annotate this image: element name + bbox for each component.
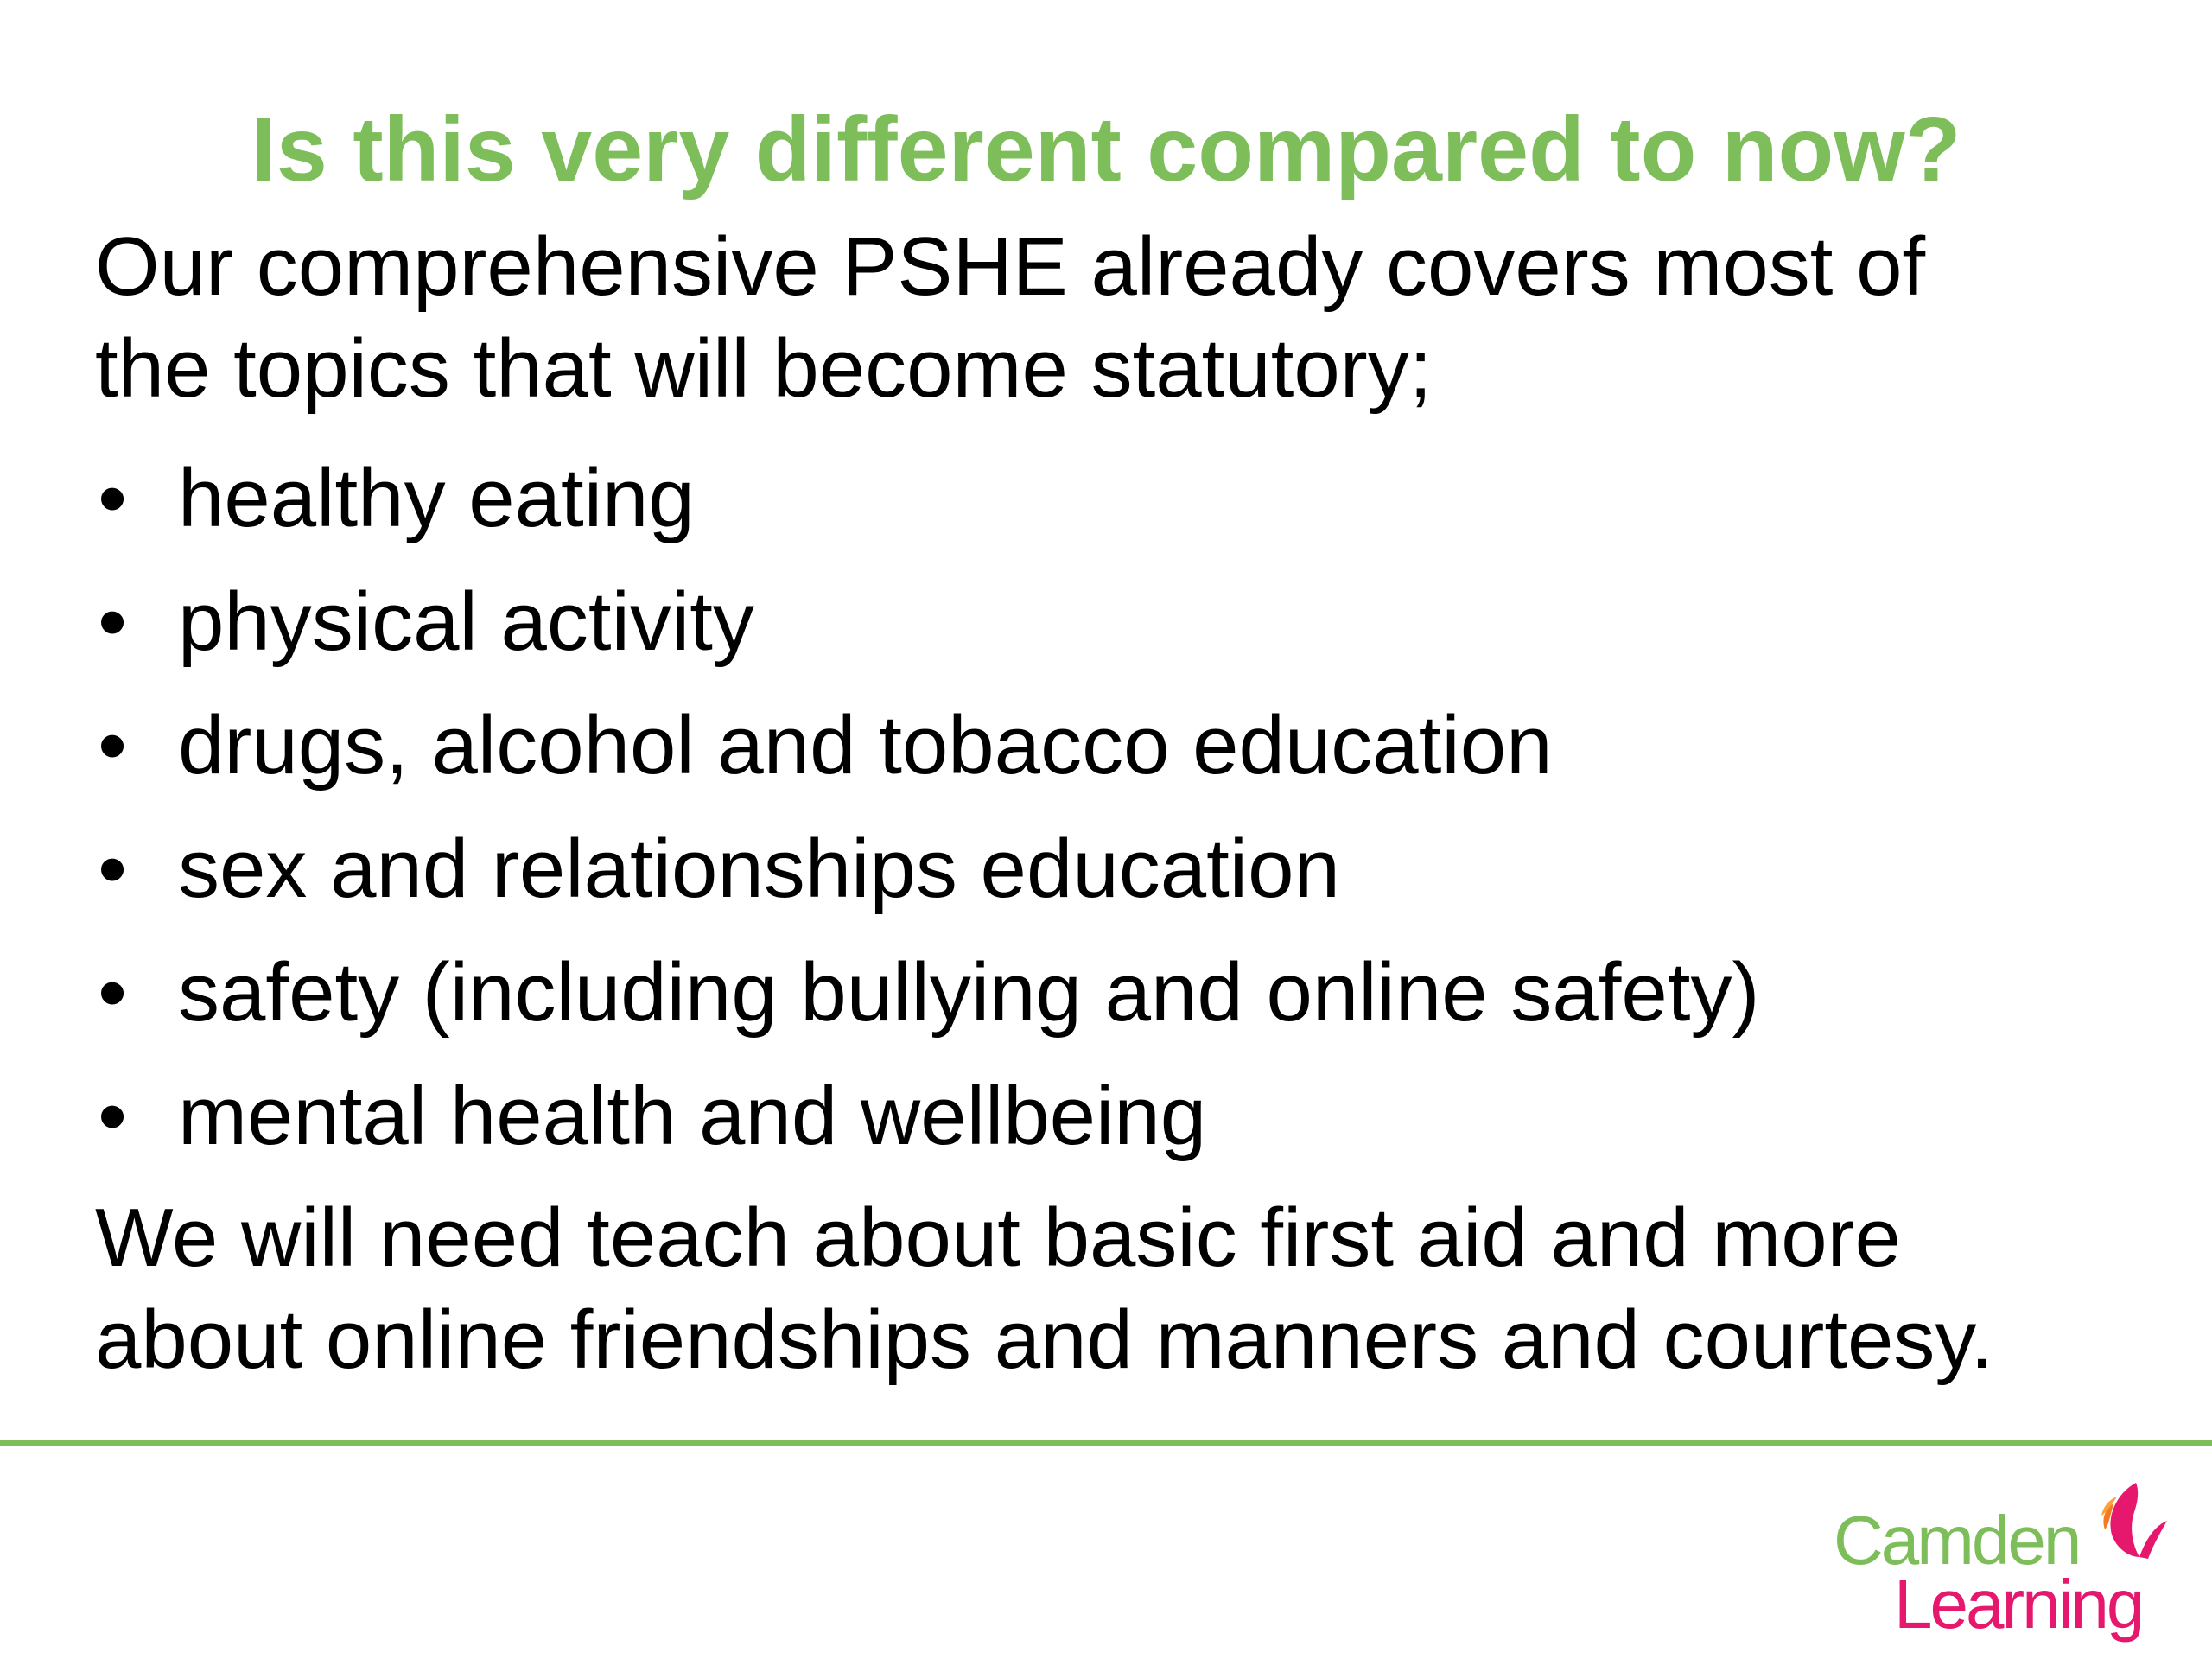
footer-divider bbox=[0, 1440, 2212, 1446]
bullet-icon: • bbox=[98, 699, 127, 791]
topic-label: safety (including bullying and online safety) bbox=[178, 946, 1760, 1039]
bullet-icon: • bbox=[98, 1070, 127, 1162]
list-item bbox=[95, 571, 1759, 695]
bullet-icon: • bbox=[98, 946, 127, 1039]
butterfly-icon bbox=[2082, 1478, 2169, 1573]
topics-list bbox=[95, 448, 1759, 1189]
topic-label: physical activity bbox=[178, 575, 754, 668]
bullet-icon: • bbox=[98, 823, 127, 915]
list-item bbox=[95, 448, 1759, 571]
topic-label: drugs, alcohol and tobacco education bbox=[178, 699, 1553, 791]
list-item bbox=[95, 695, 1759, 818]
list-item bbox=[95, 942, 1759, 1065]
topic-label: sex and relationships education bbox=[178, 823, 1340, 915]
outro-paragraph bbox=[95, 1187, 1993, 1391]
topic-label: healthy eating bbox=[178, 452, 695, 544]
list-item bbox=[95, 1065, 1759, 1189]
outro-line-2: about online friendships and manners and courtesy. bbox=[95, 1294, 1993, 1386]
intro-line-2: the topics that will become statutory; bbox=[95, 322, 1433, 415]
logo-word-camden: Camden bbox=[1834, 1502, 2080, 1579]
outro-line-1: We will need teach about basic first aid and more bbox=[95, 1192, 1902, 1284]
bullet-icon: • bbox=[98, 575, 127, 668]
list-item bbox=[95, 818, 1759, 942]
logo-word-learning: Learning bbox=[1894, 1566, 2143, 1643]
slide-title: Is this very different compared to now? bbox=[251, 99, 1961, 200]
camden-learning-logo bbox=[1823, 1478, 2169, 1642]
topic-label: mental health and wellbeing bbox=[178, 1070, 1207, 1162]
intro-paragraph bbox=[95, 216, 1925, 420]
intro-line-1: Our comprehensive PSHE already covers most of bbox=[95, 220, 1926, 313]
bullet-icon: • bbox=[98, 452, 127, 544]
